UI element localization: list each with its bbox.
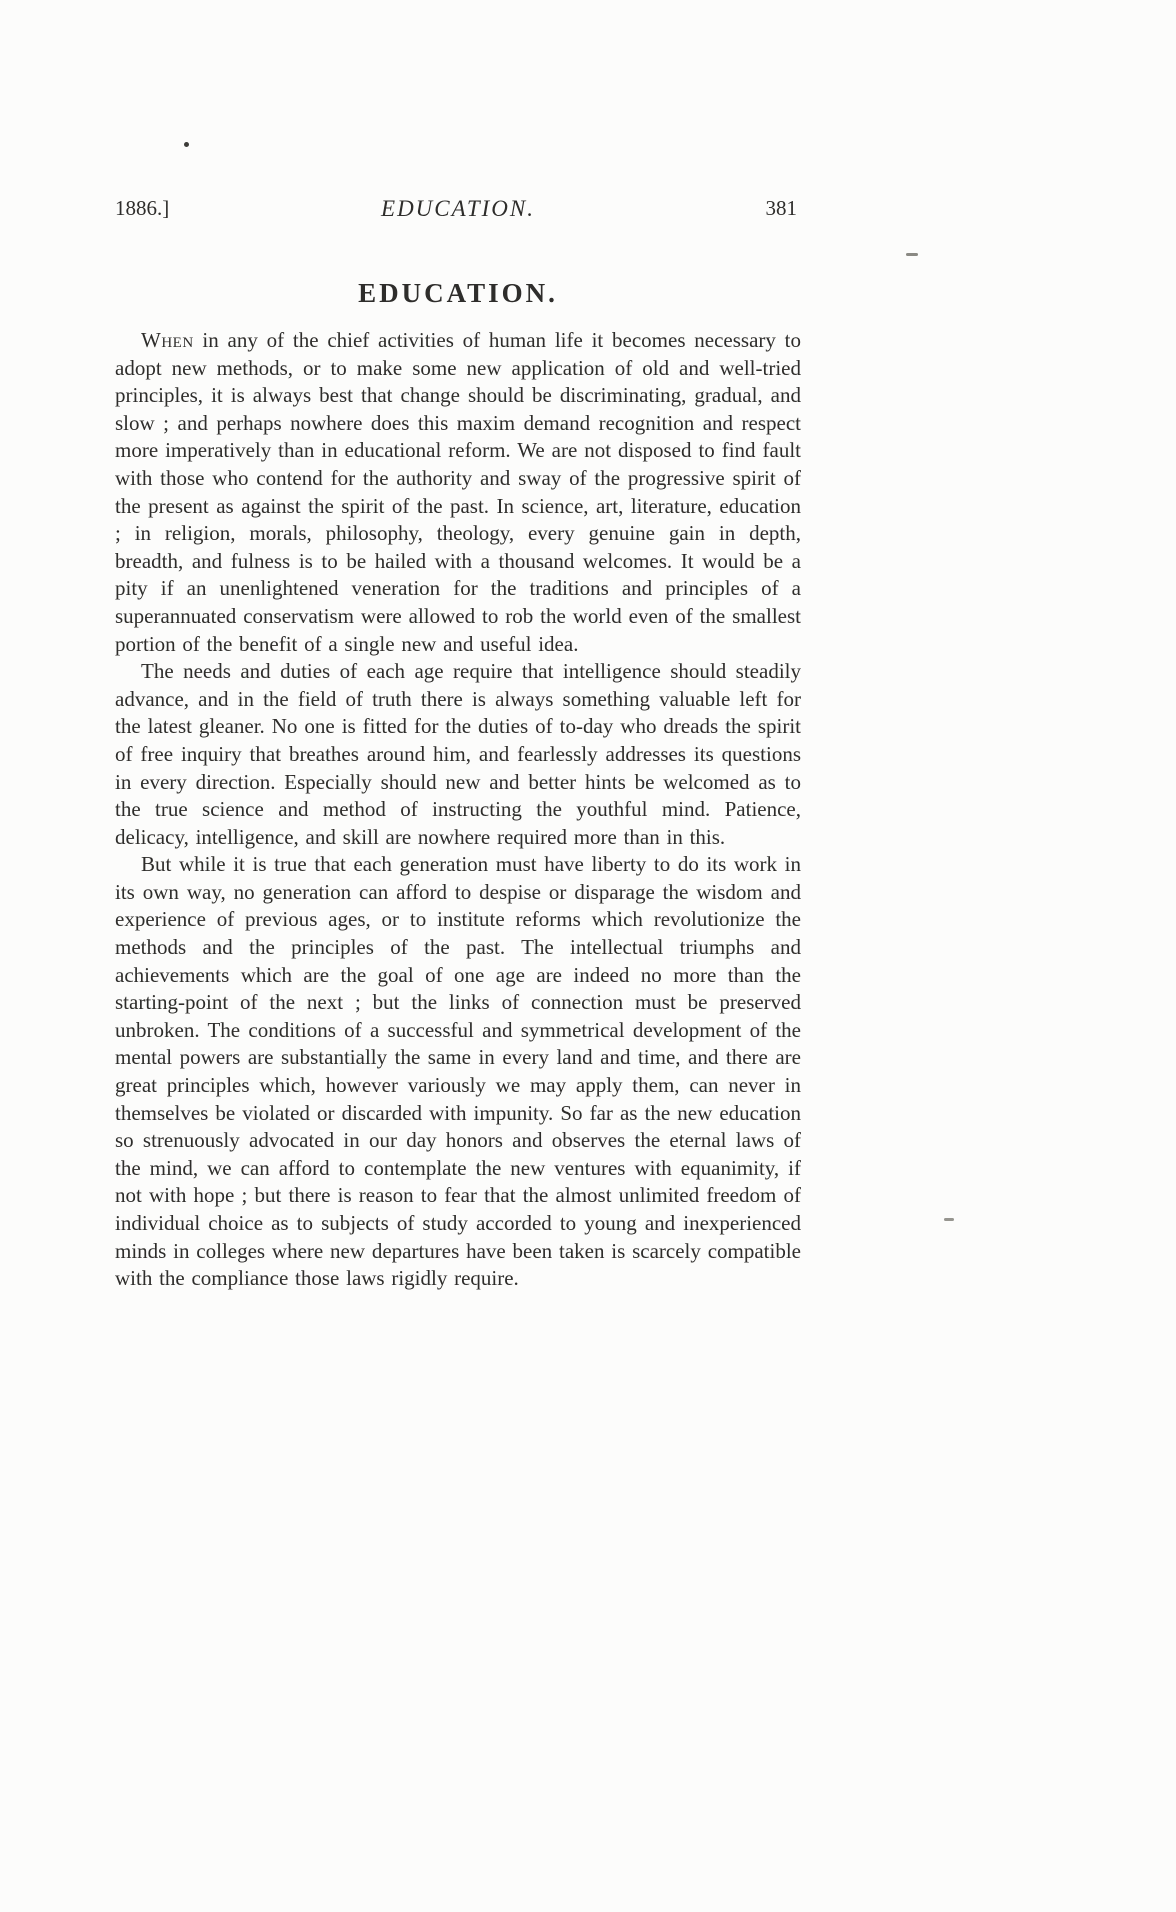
paragraph-text: in any of the chief activities of human life it becomes necessary to adopt new methods, or to make some new application of old and well-tried principles, it is always best that change should be discriminating, gradual, and slow ; and perhaps nowhere does this maxim demand recognition and respect more imperatively than in educational reform. We are not disposed to find fault with those who contend for the authority and sway of the progressive spirit of the present as against the spirit of the past. In science, art, literature, education ; in religion, morals, philosophy, theology, every genuine gain in depth, breadth, and fulness is to be hailed with a thousand welcomes. It would be a pity if an unenlightened veneration for the traditions and principles of a superannuated conservatism were allowed to rob the world even of the smallest portion of the benefit of a single new and useful idea. <box>115 328 801 656</box>
scan-mark <box>944 1218 954 1221</box>
scan-speck <box>184 142 189 147</box>
header-running-title: EDUCATION. <box>381 196 535 221</box>
header-page-number: 381 <box>765 196 797 220</box>
paragraph <box>115 658 801 851</box>
page-header <box>115 196 801 226</box>
paragraph <box>115 327 801 658</box>
paragraph-text: But while it is true that each generation must have liberty to do its work in its own way, no generation can afford to despise or disparage the wisdom and experience of previous ages, or to institute reforms which revolutionize the methods and the principles of the past. The intellectual triumphs and achievements which are the goal of one age are indeed no more than the starting-point of the next ; but the links of connection must be preserved unbroken. The conditions of a successful and symmetrical development of the mental powers are substantially the same in every land and time, and there are great principles which, however variously we may apply them, can never in themselves be violated or discarded with impunity. So far as the new education so strenuously advocated in our day honors and observes the eternal laws of the mind, we can afford to contemplate the new ventures with equanimity, if not with hope ; but there is reason to fear that the almost unlimited freedom of individual choice as to subjects of study accorded to young and inexperienced minds in colleges where new departures have been taken is scarcely compatible with the compliance those laws rigidly require. <box>115 852 801 1291</box>
paragraph-text: The needs and duties of each age require that intelligence should steadily advance, and in the field of truth there is always something valuable left for the latest gleaner. No one is fitted for the duties of to-day who dreads the spirit of free inquiry that breathes around him, and fearlessly addresses its questions in every direction. Especially should new and better hints be welcomed as to the true science and method of instructing the youthful mind. Patience, delicacy, intelligence, and skill are nowhere required more than in this. <box>115 659 801 849</box>
lead-word: When <box>141 328 194 352</box>
scan-mark <box>906 253 918 256</box>
paragraph <box>115 851 801 1293</box>
header-year: 1886.] <box>115 196 170 220</box>
page-content <box>115 196 801 1293</box>
article-title: EDUCATION. <box>358 278 558 308</box>
